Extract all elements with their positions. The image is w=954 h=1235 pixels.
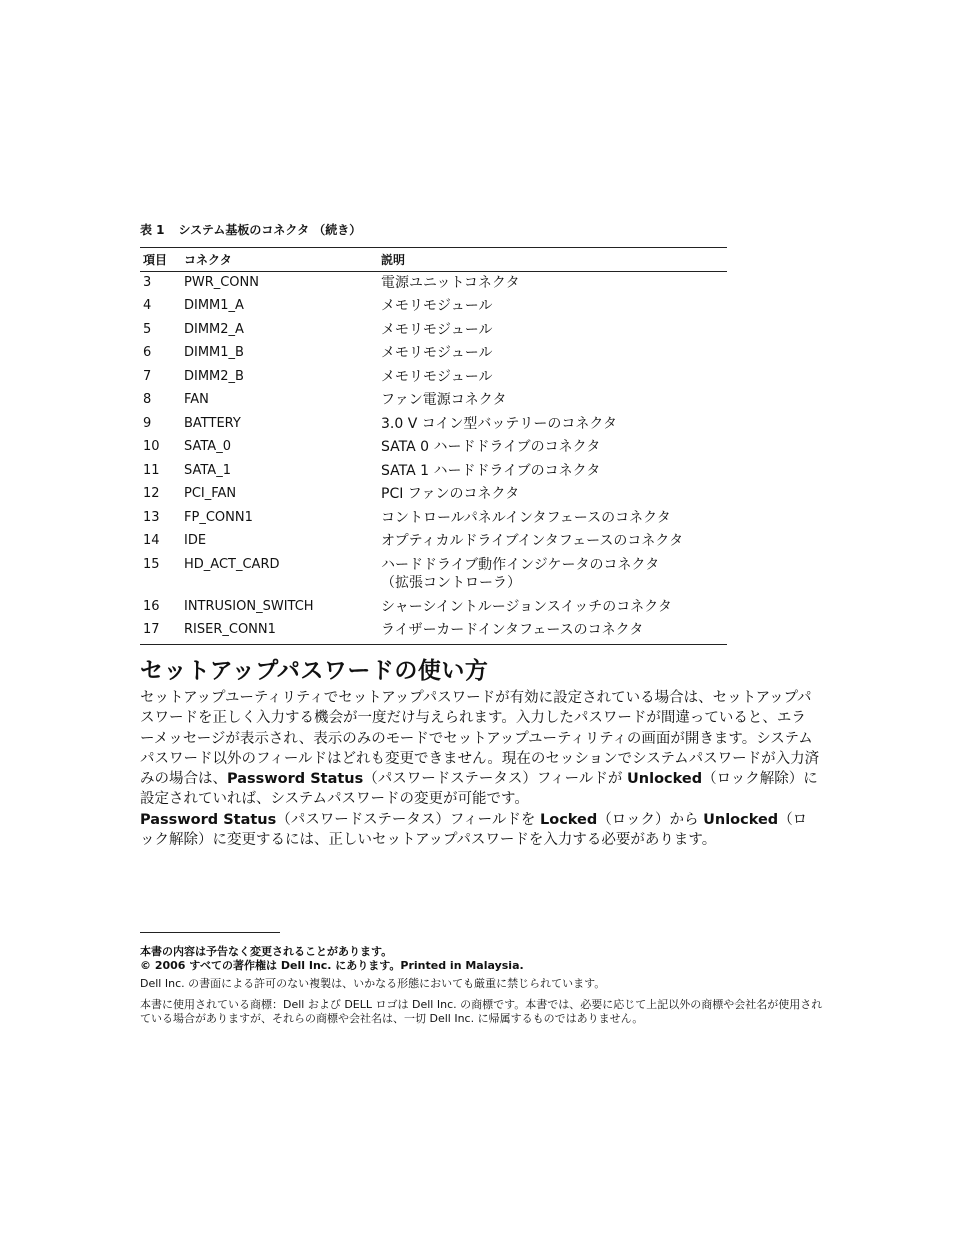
cell-item: 6 xyxy=(143,345,152,360)
table-row xyxy=(140,596,727,620)
connector-table xyxy=(140,247,727,645)
cell-description: コントロールパネルインタフェースのコネクタ xyxy=(381,509,671,526)
cell-connector: BATTERY xyxy=(184,415,241,431)
cell-connector: IDE xyxy=(184,533,207,548)
cell-description: PCI ファンのコネクタ xyxy=(381,486,520,502)
footer-trademarks: 本書に使用されている商標：Dell および DELL ロゴは Dell Inc. の商標です。本書では、必要に応じて上記以外の商標や会社名が使用されている場合がありますが、それらの商標や会社名は、一切 Dell Inc. に帰属するものではありません。 xyxy=(140,998,823,1025)
cell-description: シャーシイントルージョンスイッチのコネクタ xyxy=(381,598,672,615)
cell-item: 4 xyxy=(143,298,152,313)
body-text-run: セットアップユーティリティでセットアップパスワードが有効に設定されている場合は、セットアップパスワードを正しく入力する機会が一度だけ与えられます。入力したパスワードが間違っていると、エラーメッセージが表示され、表示のみのモードでセットアップユーティリティの画面が開きます。システムパスワード以外のフィールドはどれも変更できません。現在のセッションでシステムパスワードが入力済みの場合は、 xyxy=(140,690,820,788)
table-row xyxy=(140,342,727,366)
table-row xyxy=(140,366,727,390)
body-text-bold: Unlocked xyxy=(627,771,703,788)
cell-description: オプティカルドライブインタフェースのコネクタ xyxy=(381,533,684,549)
body-text-bold: Password Status xyxy=(140,811,277,828)
body-text-run: （パスワードステータス）フィールドが xyxy=(363,771,627,788)
table-caption-title: システム基板のコネクタ （続き） xyxy=(178,223,362,237)
cell-description: 3.0 V コイン型バッテリーのコネクタ xyxy=(381,415,618,432)
cell-connector: HD_ACT_CARD xyxy=(184,556,280,572)
cell-description: メモリモジュール xyxy=(381,345,493,361)
section-title: セットアップパスワードの使い方 xyxy=(140,658,489,684)
cell-description: メモリモジュール xyxy=(381,321,493,338)
table-row xyxy=(140,413,727,437)
cell-item: 9 xyxy=(143,415,152,431)
cell-item: 17 xyxy=(143,622,160,637)
cell-connector: DIMM1_B xyxy=(184,345,244,360)
cell-description: メモリモジュール xyxy=(381,368,493,385)
body-text-run: （パスワードステータス）フィールドを xyxy=(276,811,540,828)
cell-item: 15 xyxy=(143,556,160,572)
cell-item: 7 xyxy=(143,368,152,384)
cell-description: ファン電源コネクタ xyxy=(381,392,507,408)
cell-connector: DIMM2_A xyxy=(184,321,244,337)
table-row xyxy=(140,530,727,554)
header-description: 説明 xyxy=(381,252,406,267)
cell-item: 5 xyxy=(143,321,152,337)
table-row xyxy=(140,507,727,531)
cell-connector: PCI_FAN xyxy=(184,486,237,501)
cell-description: SATA 0 ハードドライブのコネクタ xyxy=(381,439,601,455)
cell-connector: FP_CONN1 xyxy=(184,509,253,525)
cell-item: 10 xyxy=(143,439,160,454)
cell-connector: PWR_CONN xyxy=(184,275,259,290)
table-row xyxy=(140,483,727,507)
table-caption xyxy=(140,221,361,238)
cell-item: 3 xyxy=(143,275,152,290)
cell-description: SATA 1 ハードドライブのコネクタ xyxy=(381,462,601,479)
cell-connector: DIMM1_A xyxy=(184,298,244,313)
cell-connector: FAN xyxy=(184,392,209,407)
body-text-bold: Password Status xyxy=(227,771,364,788)
table-row xyxy=(140,295,727,319)
header-item: 項目 xyxy=(143,253,168,267)
body-text-run: （ロック解除）に設定されていれば、システムパスワードの変更が可能です。 xyxy=(140,771,818,808)
cell-item: 16 xyxy=(143,598,160,614)
body-text-run: （ロック）から xyxy=(597,811,704,828)
footer-copyright: © 2006 すべての著作権は Dell Inc. にあります。Printed in Malaysia. xyxy=(140,959,524,972)
table-row xyxy=(140,389,727,413)
table-row xyxy=(140,619,727,644)
body-text-bold: Unlocked xyxy=(703,811,779,828)
cell-item: 12 xyxy=(143,486,160,501)
footer-reproduction-notice: Dell Inc. の書面による許可のない複製は、いかなる形態においても厳重に禁じられています。 xyxy=(140,977,606,990)
header-connector: コネクタ xyxy=(184,253,232,267)
body-text-run: （ロック解除）に変更するには、正しいセットアップパスワードを入力する必要があります。 xyxy=(140,811,808,849)
footnote-divider xyxy=(140,932,280,933)
table-caption-number: 表 1 xyxy=(140,223,165,237)
table-row xyxy=(140,554,727,596)
table-row xyxy=(140,436,727,460)
table-row xyxy=(140,272,727,295)
table-row xyxy=(140,460,727,484)
cell-description xyxy=(381,556,727,592)
cell-connector: SATA_1 xyxy=(184,462,231,478)
cell-connector: INTRUSION_SWITCH xyxy=(184,598,314,614)
cell-connector: SATA_0 xyxy=(184,439,231,454)
body-text xyxy=(140,688,820,850)
cell-item: 8 xyxy=(143,392,152,407)
body-text-bold: Locked xyxy=(540,811,598,828)
cell-item: 11 xyxy=(143,462,160,478)
cell-item: 13 xyxy=(143,509,160,525)
table-row xyxy=(140,319,727,343)
cell-description-line: ハードドライブ動作インジケータのコネクタ xyxy=(381,556,660,573)
cell-item: 14 xyxy=(143,533,160,548)
cell-description-note: （拡張コントローラ） xyxy=(381,574,521,591)
cell-description: メモリモジュール xyxy=(381,298,493,314)
cell-description: ライザーカードインタフェースのコネクタ xyxy=(381,622,644,638)
table-header-row xyxy=(140,248,727,272)
cell-description: 電源ユニットコネクタ xyxy=(381,275,520,291)
cell-connector: DIMM2_B xyxy=(184,368,244,384)
cell-connector: RISER_CONN1 xyxy=(184,622,276,637)
footer-notice: 本書の内容は予告なく変更されることがあります。 xyxy=(140,945,393,958)
